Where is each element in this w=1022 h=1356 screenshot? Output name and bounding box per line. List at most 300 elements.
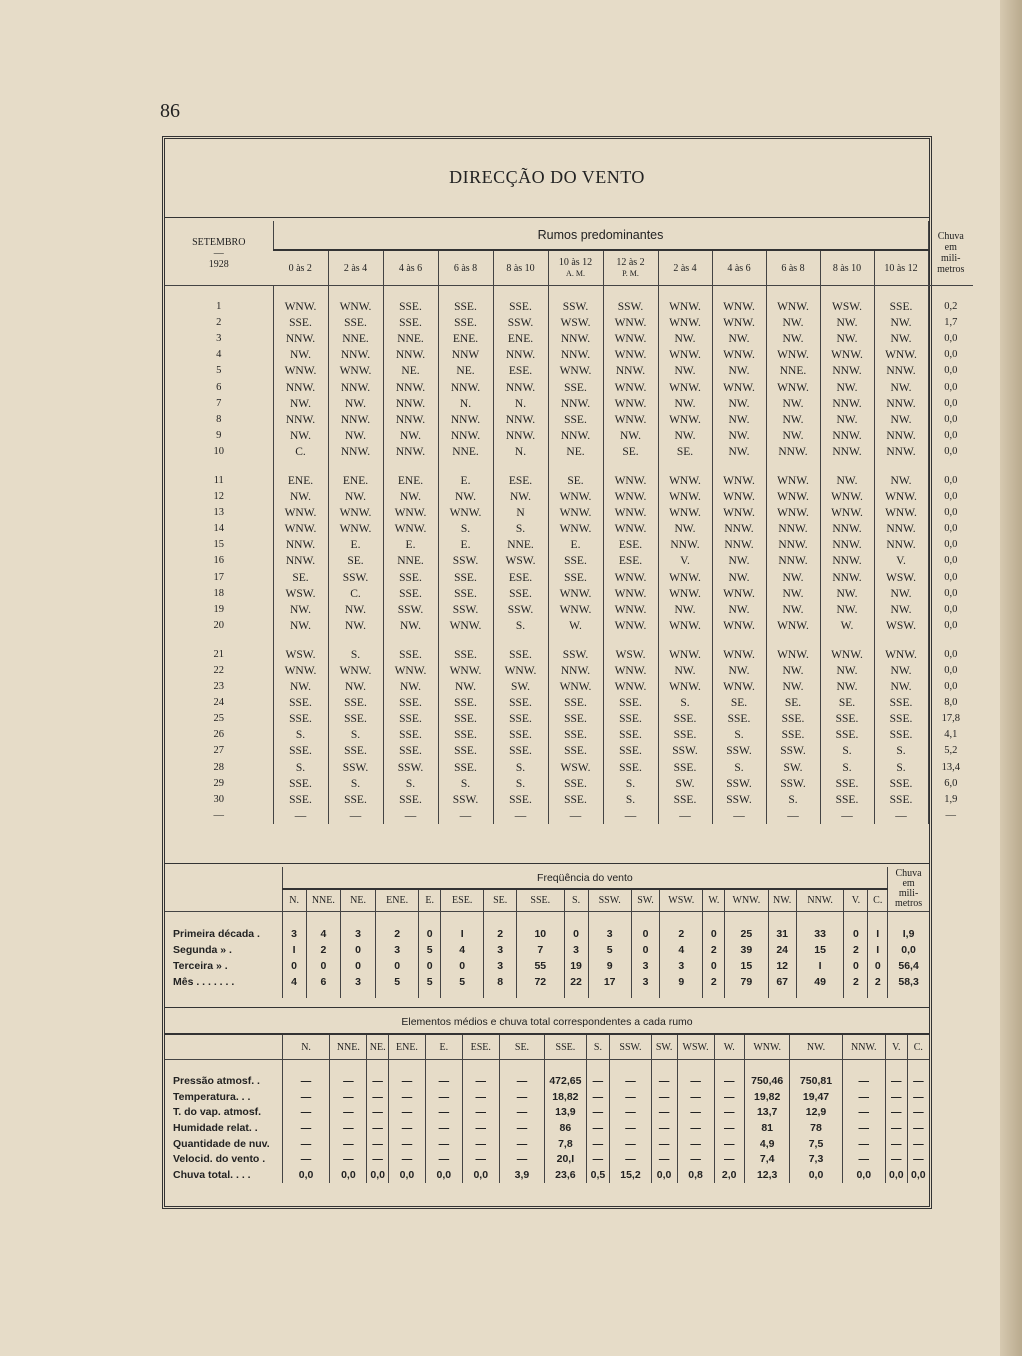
wind-direction-cell: SSE. [328, 792, 383, 808]
wind-direction-cell: WNW. [438, 505, 493, 521]
wind-direction-cell: V. [658, 553, 712, 569]
wind-direction-cell: WNW. [820, 347, 874, 363]
wind-direction-cell: ENE. [328, 473, 383, 489]
rain-value: 6,0 [928, 776, 973, 792]
page-edge-shadow [1000, 0, 1022, 1356]
wind-direction-cell: WNW. [712, 379, 766, 395]
rain-value: 0,0 [928, 505, 973, 521]
wind-direction-cell: NNW [438, 347, 493, 363]
wind-direction-cell: WNW. [603, 347, 658, 363]
freq-value: 2 [868, 974, 888, 990]
wind-direction-cell: NW. [658, 363, 712, 379]
direction-header: NNW. [842, 1034, 885, 1060]
rain-value: 0,0 [928, 363, 973, 379]
direction-header: C. [868, 889, 888, 912]
elem-value: — [714, 1105, 744, 1121]
wind-direction-cell: N. [493, 396, 548, 412]
freq-value: 0 [844, 926, 868, 942]
wind-direction-cell: SSE. [603, 727, 658, 743]
direction-header: SSE. [545, 1034, 586, 1060]
wind-direction-cell: WNW. [874, 347, 928, 363]
wind-direction-cell: SSE. [603, 743, 658, 759]
wind-direction-cell: NW. [820, 331, 874, 347]
elements-title: Elementos médios e chuva total correspondentes a cada rumo [165, 1011, 929, 1034]
elem-value: — [885, 1136, 907, 1152]
day-row [165, 363, 973, 379]
wind-direction-cell: NW. [273, 679, 328, 695]
wind-direction-cell: S. [493, 760, 548, 776]
rain-header: Chuva em mili- metros [928, 221, 973, 286]
wind-direction-cell: NW. [874, 412, 928, 428]
wind-direction-cell: NNW. [493, 347, 548, 363]
rain-value: 0,0 [928, 679, 973, 695]
freq-value: 39 [725, 942, 768, 958]
wind-direction-cell: NNE. [766, 363, 820, 379]
period-label: 6 às 8 [781, 262, 805, 274]
elem-value: — [330, 1074, 367, 1090]
freq-value: 17 [588, 974, 631, 990]
wind-direction-cell: ESE. [603, 537, 658, 553]
wind-direction-cell: NW. [438, 489, 493, 505]
rain-value: 0,0 [928, 489, 973, 505]
wind-direction-cell: NNW. [874, 521, 928, 537]
wind-direction-cell: SSE. [820, 776, 874, 792]
wind-direction-cell: SSE. [548, 379, 603, 395]
wind-direction-cell: SSE. [328, 695, 383, 711]
decade-gap [165, 460, 973, 473]
direction-header: N. [282, 889, 306, 912]
rain-value: 0,0 [928, 331, 973, 347]
wind-direction-cell: WSW. [874, 618, 928, 634]
rain-value: 0,0 [928, 537, 973, 553]
direction-header: E. [425, 1034, 462, 1060]
wind-direction-cell: WNW. [658, 299, 712, 315]
rain-value: 0,0 [928, 444, 973, 460]
elem-value: 750,81 [790, 1074, 842, 1090]
wind-direction-cell: SSE. [874, 695, 928, 711]
wind-direction-cell: SSE. [820, 711, 874, 727]
day-row [165, 647, 973, 663]
wind-direction-cell: WNW. [548, 505, 603, 521]
day-number: 2 [216, 317, 222, 329]
freq-value: 9 [660, 974, 703, 990]
elem-value: — [907, 1090, 929, 1106]
wind-direction-cell: SSE. [383, 570, 438, 586]
wind-direction-cell: NNW. [328, 444, 383, 460]
wind-direction-cell: NW. [766, 331, 820, 347]
freq-value: 0 [441, 958, 484, 974]
elem-value: — [714, 1090, 744, 1106]
elem-value: — [651, 1136, 677, 1152]
month-header [165, 221, 273, 286]
freq-value: 0 [306, 958, 341, 974]
wind-direction-cell: NW. [438, 679, 493, 695]
rain-value: 0,0 [928, 428, 973, 444]
elem-value: — [586, 1074, 610, 1090]
elem-row-label: Velocid. do vento . [173, 1153, 266, 1166]
wind-direction-cell: NW. [712, 412, 766, 428]
wind-direction-cell: NW. [874, 473, 928, 489]
elem-value: — [499, 1074, 545, 1090]
wind-direction-cell: V. [874, 553, 928, 569]
elem-row [165, 1105, 929, 1121]
elem-value: — [462, 1136, 499, 1152]
wind-direction-cell: S. [328, 647, 383, 663]
elem-value: 0,0 [462, 1168, 499, 1184]
freq-rain-header: Chuva em mili- metros [888, 867, 929, 912]
day-number: 24 [213, 697, 224, 709]
wind-direction-cell: — [766, 808, 820, 824]
wind-direction-cell: NW. [766, 602, 820, 618]
wind-direction-cell: S. [603, 792, 658, 808]
wind-direction-cell: SSE. [548, 570, 603, 586]
wind-direction-cell: NW. [712, 553, 766, 569]
wind-direction-cell: WNW. [603, 663, 658, 679]
direction-header: S. [586, 1034, 610, 1060]
day-row [165, 743, 973, 759]
rain-value: 0,0 [928, 347, 973, 363]
wind-direction-cell: — [820, 808, 874, 824]
elem-value: — [586, 1152, 610, 1168]
wind-direction-cell: WNW. [820, 489, 874, 505]
wind-direction-cell: ESE. [493, 570, 548, 586]
direction-header: NE. [341, 889, 376, 912]
elem-value: 18,82 [545, 1090, 586, 1106]
period-header [383, 250, 438, 286]
freq-value: 2 [660, 926, 703, 942]
page-title: DIRECÇÃO DO VENTO [449, 167, 645, 187]
wind-direction-cell: NW. [712, 363, 766, 379]
wind-direction-cell: WNW. [820, 647, 874, 663]
wind-direction-cell: WNW. [273, 363, 328, 379]
wind-direction-cell: SSE. [438, 727, 493, 743]
elem-value: — [907, 1121, 929, 1137]
elem-value: — [330, 1121, 367, 1137]
elem-value: — [462, 1090, 499, 1106]
freq-value: 0 [341, 942, 376, 958]
wind-direction-cell: WNW. [712, 505, 766, 521]
elem-value: — [586, 1136, 610, 1152]
elem-value: — [499, 1090, 545, 1106]
wind-direction-cell: WNW. [548, 586, 603, 602]
day-row [165, 428, 973, 444]
day-row [165, 570, 973, 586]
freq-value: 31 [768, 926, 796, 942]
day-number: 11 [213, 474, 224, 486]
elem-value: — [389, 1105, 426, 1121]
direction-header: E. [419, 889, 441, 912]
wind-direction-cell: C. [273, 444, 328, 460]
wind-direction-cell: WNW. [766, 347, 820, 363]
wind-direction-cell: NW. [874, 679, 928, 695]
direction-header: NNW. [796, 889, 844, 912]
direction-header: W. [714, 1034, 744, 1060]
section-rule-2 [165, 1007, 929, 1008]
wind-direction-cell: NNW. [603, 363, 658, 379]
wind-direction-cell: NNW. [820, 363, 874, 379]
wind-direction-cell: SE. [603, 444, 658, 460]
wind-direction-cell: NNW. [874, 444, 928, 460]
rain-value: 17,8 [928, 711, 973, 727]
wind-direction-cell: NNW. [273, 537, 328, 553]
elem-value: — [677, 1152, 714, 1168]
elem-value: 7,5 [790, 1136, 842, 1152]
wind-direction-cell: NW. [874, 663, 928, 679]
wind-direction-cell: WNW. [273, 521, 328, 537]
elem-value: — [907, 1074, 929, 1090]
day-row [165, 347, 973, 363]
wind-direction-cell: NNW. [820, 553, 874, 569]
freq-value: 25 [725, 926, 768, 942]
wind-direction-cell: NNW. [766, 553, 820, 569]
wind-direction-cell: SSW. [493, 602, 548, 618]
wind-direction-cell: S. [438, 776, 493, 792]
period-label: 8 às 10 [832, 262, 862, 274]
freq-value: 7 [516, 942, 564, 958]
freq-value: 2 [306, 942, 341, 958]
wind-direction-cell: NNW. [820, 570, 874, 586]
wind-direction-cell: WSW. [493, 553, 548, 569]
day-row [165, 489, 973, 505]
freq-value: I [282, 942, 306, 958]
period-suffix: P. M. [622, 269, 639, 278]
elem-value: — [367, 1121, 389, 1137]
day-number: — [213, 809, 224, 821]
wind-direction-cell: NW. [820, 602, 874, 618]
elem-row-label: T. do vap. atmosf. [173, 1106, 262, 1119]
wind-direction-cell: SSE. [493, 299, 548, 315]
elem-value: — [651, 1090, 677, 1106]
wind-direction-cell: WNW. [383, 505, 438, 521]
wind-direction-cell: SSE. [658, 711, 712, 727]
freq-value: 2 [375, 926, 418, 942]
elem-value: — [389, 1074, 426, 1090]
elem-value: — [425, 1074, 462, 1090]
direction-header: NW. [790, 1034, 842, 1060]
day-row [165, 412, 973, 428]
direction-header: NE. [367, 1034, 389, 1060]
wind-direction-cell: NNW. [874, 428, 928, 444]
wind-direction-cell: SSW. [438, 792, 493, 808]
period-label: 8 às 10 [506, 262, 535, 274]
freq-value: 2 [703, 942, 725, 958]
freq-value: 5 [441, 974, 484, 990]
period-label: 10 às 12 [884, 262, 918, 274]
wind-direction-cell: WNW. [603, 679, 658, 695]
elem-value: — [842, 1121, 885, 1137]
wind-direction-cell: SSE. [603, 695, 658, 711]
wind-direction-cell: NNW. [820, 521, 874, 537]
elem-row-label: Quantidade de nuv. [173, 1137, 270, 1150]
group-title: Rumos predominantes [273, 221, 928, 250]
wind-direction-cell: SSW. [328, 570, 383, 586]
day-row [165, 444, 973, 460]
period-header [548, 250, 603, 286]
elem-value: — [282, 1121, 330, 1137]
day-number: 6 [216, 381, 222, 393]
freq-row-label: Terceira » . [173, 960, 228, 972]
wind-direction-cell: NW. [820, 663, 874, 679]
elem-value: — [610, 1074, 651, 1090]
wind-direction-cell: SSE. [383, 299, 438, 315]
elem-value: 0,0 [389, 1168, 426, 1184]
wind-direction-cell: NW. [383, 679, 438, 695]
wind-direction-cell: NW. [328, 428, 383, 444]
freq-value: 5 [419, 974, 441, 990]
rain-value: 0,0 [928, 412, 973, 428]
wind-direction-cell: S. [874, 743, 928, 759]
period-header [820, 250, 874, 286]
elem-row-label: Chuva total. . . . [173, 1168, 251, 1181]
wind-direction-cell: NNE. [383, 331, 438, 347]
elem-value: 0,0 [651, 1168, 677, 1184]
wind-direction-cell: WNW. [658, 618, 712, 634]
elem-value: — [367, 1074, 389, 1090]
day-number: 1 [216, 301, 222, 313]
direction-header: SSE. [516, 889, 564, 912]
wind-direction-cell: SSE. [820, 727, 874, 743]
wind-direction-cell: SSE. [548, 743, 603, 759]
elem-value: — [842, 1136, 885, 1152]
elem-value: — [651, 1121, 677, 1137]
freq-value: 15 [796, 942, 844, 958]
period-label: 12 às 2 [616, 257, 645, 268]
direction-header: ENE. [389, 1034, 426, 1060]
wind-direction-cell: WNW. [874, 505, 928, 521]
day-row [165, 505, 973, 521]
wind-direction-cell: SW. [493, 679, 548, 695]
period-label: 4 às 6 [727, 262, 751, 274]
elem-row [165, 1152, 929, 1168]
elem-value: — [610, 1090, 651, 1106]
wind-direction-cell: NW. [493, 489, 548, 505]
wind-direction-cell: SSE. [874, 299, 928, 315]
elem-value: — [389, 1121, 426, 1137]
day-number: 8 [216, 413, 222, 425]
direction-header: SW. [651, 1034, 677, 1060]
wind-direction-cell: NNW. [438, 412, 493, 428]
period-header [874, 250, 928, 286]
rain-value: 0,0 [928, 521, 973, 537]
direction-header: WSW. [660, 889, 703, 912]
elem-value: — [499, 1121, 545, 1137]
elements-table [165, 1011, 929, 1183]
wind-direction-cell: SSE. [766, 711, 820, 727]
period-label: 10 às 12 [558, 257, 593, 268]
elem-value: 472,65 [545, 1074, 586, 1090]
wind-direction-cell: SE. [548, 473, 603, 489]
wind-direction-cell: WNW. [658, 347, 712, 363]
elem-value: — [907, 1136, 929, 1152]
wind-direction-cell: SSW. [548, 299, 603, 315]
day-row [165, 379, 973, 395]
wind-direction-cell: WNW. [658, 315, 712, 331]
wind-direction-cell: NW. [273, 428, 328, 444]
wind-direction-cell: SSE. [383, 743, 438, 759]
wind-direction-cell: SSE. [383, 711, 438, 727]
period-label: 4 às 6 [398, 262, 423, 274]
wind-direction-cell: NW. [712, 331, 766, 347]
wind-direction-cell: SSE. [328, 743, 383, 759]
elem-value: 20,I [545, 1152, 586, 1168]
rain-value: 0,0 [928, 618, 973, 634]
day-number: 18 [213, 587, 224, 599]
elem-value: 0,5 [586, 1168, 610, 1184]
wind-direction-cell: WNW. [493, 663, 548, 679]
wind-direction-cell: — [383, 808, 438, 824]
wind-direction-cell: SSE. [766, 727, 820, 743]
wind-direction-cell: NW. [328, 618, 383, 634]
wind-direction-cell: NNW. [548, 347, 603, 363]
day-row [165, 331, 973, 347]
period-suffix: A. M. [566, 269, 585, 278]
elem-value: 4,9 [744, 1136, 790, 1152]
wind-direction-cell: S. [273, 760, 328, 776]
wind-direction-cell: NW. [874, 379, 928, 395]
wind-direction-cell: WNW. [273, 299, 328, 315]
elem-value: — [842, 1152, 885, 1168]
elem-value: 0,0 [885, 1168, 907, 1184]
day-row [165, 553, 973, 569]
wind-direction-cell: NNW. [273, 331, 328, 347]
elem-value: — [330, 1152, 367, 1168]
elem-row-label: Pressão atmosf. . [173, 1075, 260, 1088]
elem-value: — [610, 1105, 651, 1121]
wind-direction-cell: WNW. [603, 489, 658, 505]
wind-direction-cell: WNW. [603, 331, 658, 347]
wind-direction-cell: NW. [766, 663, 820, 679]
wind-direction-cell: WSW. [874, 570, 928, 586]
wind-direction-cell: WNW. [548, 521, 603, 537]
elem-value: — [367, 1152, 389, 1168]
freq-value: 3 [341, 926, 376, 942]
freq-value: 0 [631, 926, 659, 942]
elem-value: 0,0 [907, 1168, 929, 1184]
section-rule-1 [165, 863, 929, 864]
wind-direction-cell: SSE. [273, 776, 328, 792]
day-number: 13 [213, 507, 224, 519]
wind-direction-cell: NNW. [874, 396, 928, 412]
freq-value: I,9 [888, 926, 929, 942]
wind-direction-cell: SSE. [548, 711, 603, 727]
freq-value: 4 [441, 942, 484, 958]
day-row [165, 663, 973, 679]
wind-direction-cell: SSE. [548, 776, 603, 792]
freq-value: 49 [796, 974, 844, 990]
elem-value: 0,8 [677, 1168, 714, 1184]
wind-direction-cell: SSE. [438, 743, 493, 759]
elem-value: — [367, 1105, 389, 1121]
wind-direction-cell: NW. [766, 570, 820, 586]
wind-direction-cell: WNW. [712, 473, 766, 489]
wind-direction-cell: — [273, 808, 328, 824]
elem-value: 12,9 [790, 1105, 842, 1121]
freq-value: 4 [282, 974, 306, 990]
wind-direction-cell: NW. [766, 428, 820, 444]
freq-value: 3 [282, 926, 306, 942]
elem-value: — [499, 1136, 545, 1152]
wind-direction-cell: SW. [658, 776, 712, 792]
wind-direction-cell: WNW. [658, 570, 712, 586]
wind-direction-cell: WNW. [712, 647, 766, 663]
freq-value: 0 [564, 926, 588, 942]
wind-direction-cell: SSE. [438, 711, 493, 727]
rain-value: 1,9 [928, 792, 973, 808]
elem-value: — [885, 1105, 907, 1121]
wind-direction-cell: SSE. [874, 711, 928, 727]
freq-value: I [868, 926, 888, 942]
elem-value: — [586, 1121, 610, 1137]
